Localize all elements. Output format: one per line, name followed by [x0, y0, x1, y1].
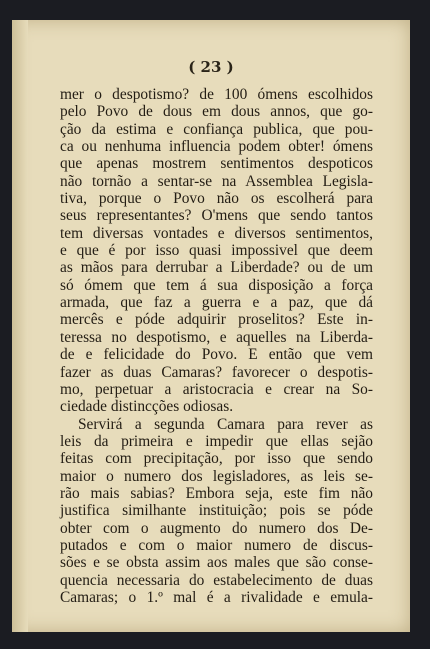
paragraph [60, 86, 373, 416]
text-line: que apenas mostrem sentimentos despoticos [60, 155, 373, 173]
text-line: ca ou nenhuma influencia podem obter! ómens [60, 138, 373, 156]
text-line: ção da estima e confiança publica, que pou- [60, 120, 373, 138]
text-line: sões e se obsta assim aos males que são conse- [60, 554, 373, 572]
text-line: tem diversas vontades e diversos sentimentos, [60, 224, 373, 242]
text-line: feitas com precipitação, por isso que sendo [60, 450, 373, 468]
text-line: não tornão a sentar-se na Assemblea Legisla- [60, 172, 373, 190]
text-line: quencia necessaria do estabelecimento de duas [60, 571, 373, 589]
text-line: justifica similhante instituição; pois se póde [60, 502, 373, 520]
text-line: mer o despotismo? de 100 ómens escolhidos [60, 86, 373, 103]
paragraphs [60, 86, 373, 606]
text-line: putados e com o maior numero de discus- [60, 536, 373, 554]
text-line: de e felicidade do Povo. E então que vem [60, 346, 373, 364]
text-line: tiva, porque o Povo não os escolherá para [60, 190, 373, 208]
text-line: rão mais sabias? Embora seja, este fim não [60, 484, 373, 502]
body-text [60, 86, 373, 606]
text-line: Camaras; o 1.º mal é a rivalidade e emula- [60, 588, 373, 606]
book-page [12, 20, 410, 632]
text-line: ciedade distincções odiosas. [60, 398, 234, 416]
text-line: seus representantes? O'mens que sendo tantos [60, 207, 373, 225]
text-line: pelo Povo de dous em dous annos, que go- [60, 103, 373, 121]
page-number: ( 23 ) [188, 58, 234, 76]
text-line: armada, que faz a guerra e a paz, que dá [60, 294, 373, 312]
text-line: mo, perpetuar a aristocracia e crear na So- [60, 380, 373, 398]
text-line: maior o numero dos legisladores, as leis se- [60, 467, 373, 485]
text-line: obter com o augmento do numero dos De- [60, 519, 373, 537]
text-line: teressa no despotismo, e aquelles na Liberda- [60, 328, 373, 346]
text-line: mercês e póde adquirir proselitos? Este in- [60, 311, 373, 329]
text-line: fazer as duas Camaras? favorecer o despotis- [60, 363, 373, 381]
text-line: leis da primeira e impedir que ellas sejão [60, 432, 373, 450]
page-gutter-shadow [12, 20, 28, 632]
text-line: Servirá a segunda Camara para rever as [78, 415, 373, 433]
text-line: as mãos para derrubar a Liberdade? ou de um [60, 259, 373, 277]
paragraph [60, 416, 373, 607]
text-line: e que é por isso quasi impossivel que deem [60, 242, 373, 260]
text-line: só ómem que tem á sua disposição a força [60, 276, 373, 294]
